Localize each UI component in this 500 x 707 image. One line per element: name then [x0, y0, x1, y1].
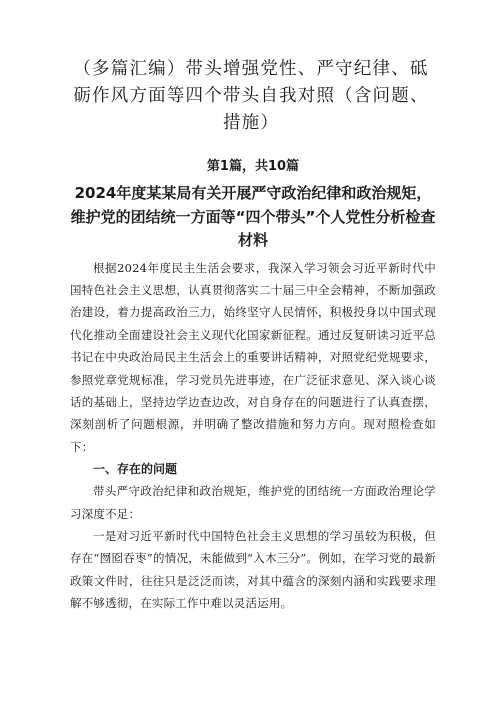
section-heading: 一、存在的问题: [93, 462, 178, 477]
document-title: （多篇汇编）带头增强党性、严守纪律、砥砺作风方面等四个带头自我对照（含问题、措施）: [73, 59, 429, 133]
subheading-paragraph: 带头严守政治纪律和政治规矩，维护党的团结统一方面政治理论学习深度不足：: [70, 484, 436, 521]
part-label: 第1篇，共10篇: [206, 159, 300, 174]
body-paragraph: 一是对习近平新时代中国特色社会主义思想的学习虽较为积极，但存在“囫囵吞枣”的情况，未能做到“入木三分”。例如，在学习党的最新政策文件时，往往只是泛泛而读，对其中蕴含的深刻内涵和实践要求理解不够透彻，在实际工作中难以灵活运用。: [70, 528, 436, 611]
article-title: 2024年度某某局有关开展严守政治纪律和政治规矩，维护党的团结统一方面等“四个带头”个人党性分析检查材料: [70, 184, 436, 249]
intro-paragraph: 根据2024年度民主生活会要求，我深入学习领会习近平新时代中国特色社会主义思想，认真贯彻落实二十届三中全会精神，不断加强政治建设，着力提高政治三力，始终坚守人民情怀，积极投身以中国式现代化推动全面建设社会主义现代化国家新征程。通过反复研读习近平总书记在中央政治局民主生活会上的重要讲话精神，对照党纪党规要求，参照党章党规标准，学习党员先进事迹，在广泛征求意见、深入谈心谈话的基础上，坚持边学边查边改，对自身存在的问题进行了认真查摆，深刻剖析了问题根源，并明确了整改措施和努力方向。现对照检查如下：: [70, 260, 436, 454]
